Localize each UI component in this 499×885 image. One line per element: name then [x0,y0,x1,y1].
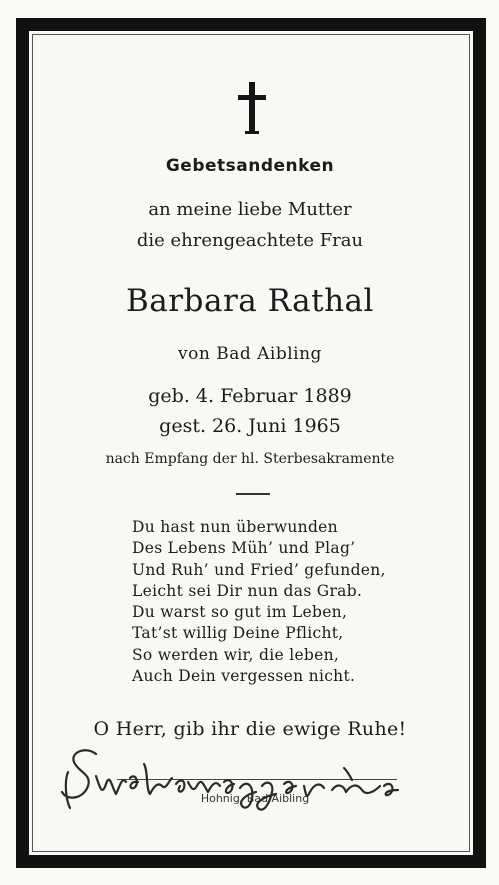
poem-line: Und Ruh’ und Fried’ gefunden, [132,560,386,579]
section-divider [236,493,270,495]
death-date: gest. 26. Juni 1965 [159,415,341,437]
poem-line: So werden wir, die leben, [132,645,340,664]
place-of-origin: von Bad Aibling [178,344,322,364]
poem-line: Des Lebens Müh’ und Plag’ [132,539,356,558]
printer-imprint: Hohnig, Bad Aibling [200,792,310,805]
sacraments-note: nach Empfang der hl. Sterbesakramente [105,451,395,467]
poem-line: Auch Dein vergessen nicht. [132,667,356,686]
cross-icon [230,80,276,136]
card-title: Gebetsandenken [165,156,335,176]
deceased-name: Barbara Rathal [126,283,374,319]
dedication-line-1: an meine liebe Mutter [148,199,352,220]
birth-date: geb. 4. Februar 1889 [148,385,352,407]
handwritten-signature [58,742,403,830]
poem-line: Leicht sei Dir nun das Grab. [132,581,363,600]
dedication-line-2: die ehrengeachtete Frau [136,230,364,251]
memorial-poem [132,517,452,687]
poem-line: Du warst so gut im Leben, [132,603,348,622]
closing-prayer: O Herr, gib ihr die ewige Ruhe! [93,718,407,740]
poem-line: Tat’st willig Deine Pflicht, [132,624,344,643]
poem-line: Du hast nun überwunden [132,518,338,536]
